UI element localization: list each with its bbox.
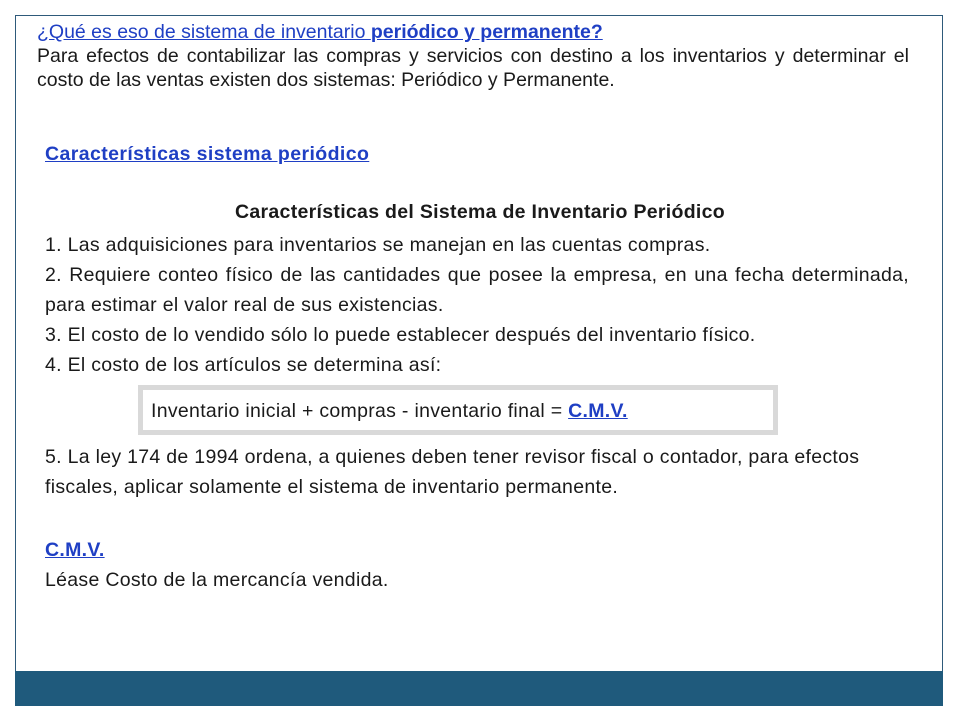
cmv-definition [45, 535, 389, 595]
cmv-term-link[interactable]: C.M.V. [45, 539, 105, 561]
question-prefix[interactable]: ¿Qué es eso de sistema de inventario [37, 21, 371, 43]
formula-text: Inventario inicial + compras - inventario final = [151, 400, 569, 422]
footer-bar [15, 671, 943, 706]
list-item: 4. El costo de los artículos se determina así: [45, 354, 442, 376]
question-link[interactable] [37, 20, 909, 44]
characteristics-list [45, 230, 909, 380]
section-link-periodico[interactable]: Características sistema periódico [45, 143, 370, 165]
intro-paragraph: Para efectos de contabilizar las compras y servicios con destino a los inventarios y determinar el costo de las ventas existen dos sistemas: Periódico y Permanente. [37, 45, 909, 91]
list-item: 1. Las adquisiciones para inventarios se manejan en las cuentas compras. [45, 234, 711, 256]
intro-block [37, 20, 909, 92]
cmv-definition-text: Léase Costo de la mercancía vendida. [45, 569, 389, 591]
question-bold[interactable]: periódico y permanente? [370, 21, 603, 43]
formula-box [138, 385, 778, 435]
section-heading: Características del Sistema de Inventario Periódico [235, 201, 725, 223]
cmv-formula-link[interactable]: C.M.V. [568, 400, 628, 422]
list-item: 3. El costo de lo vendido sólo lo puede establecer después del inventario físico. [45, 324, 756, 346]
list-item-5: 5. La ley 174 de 1994 ordena, a quienes deben tener revisor fiscal o contador, para efectos fiscales, aplicar solamente el sistema de inventario permanente. [45, 446, 860, 498]
list-item: 2. Requiere conteo físico de las cantidades que posee la empresa, en una fecha determinada, para estimar el valor real de sus existencias. [45, 264, 909, 316]
